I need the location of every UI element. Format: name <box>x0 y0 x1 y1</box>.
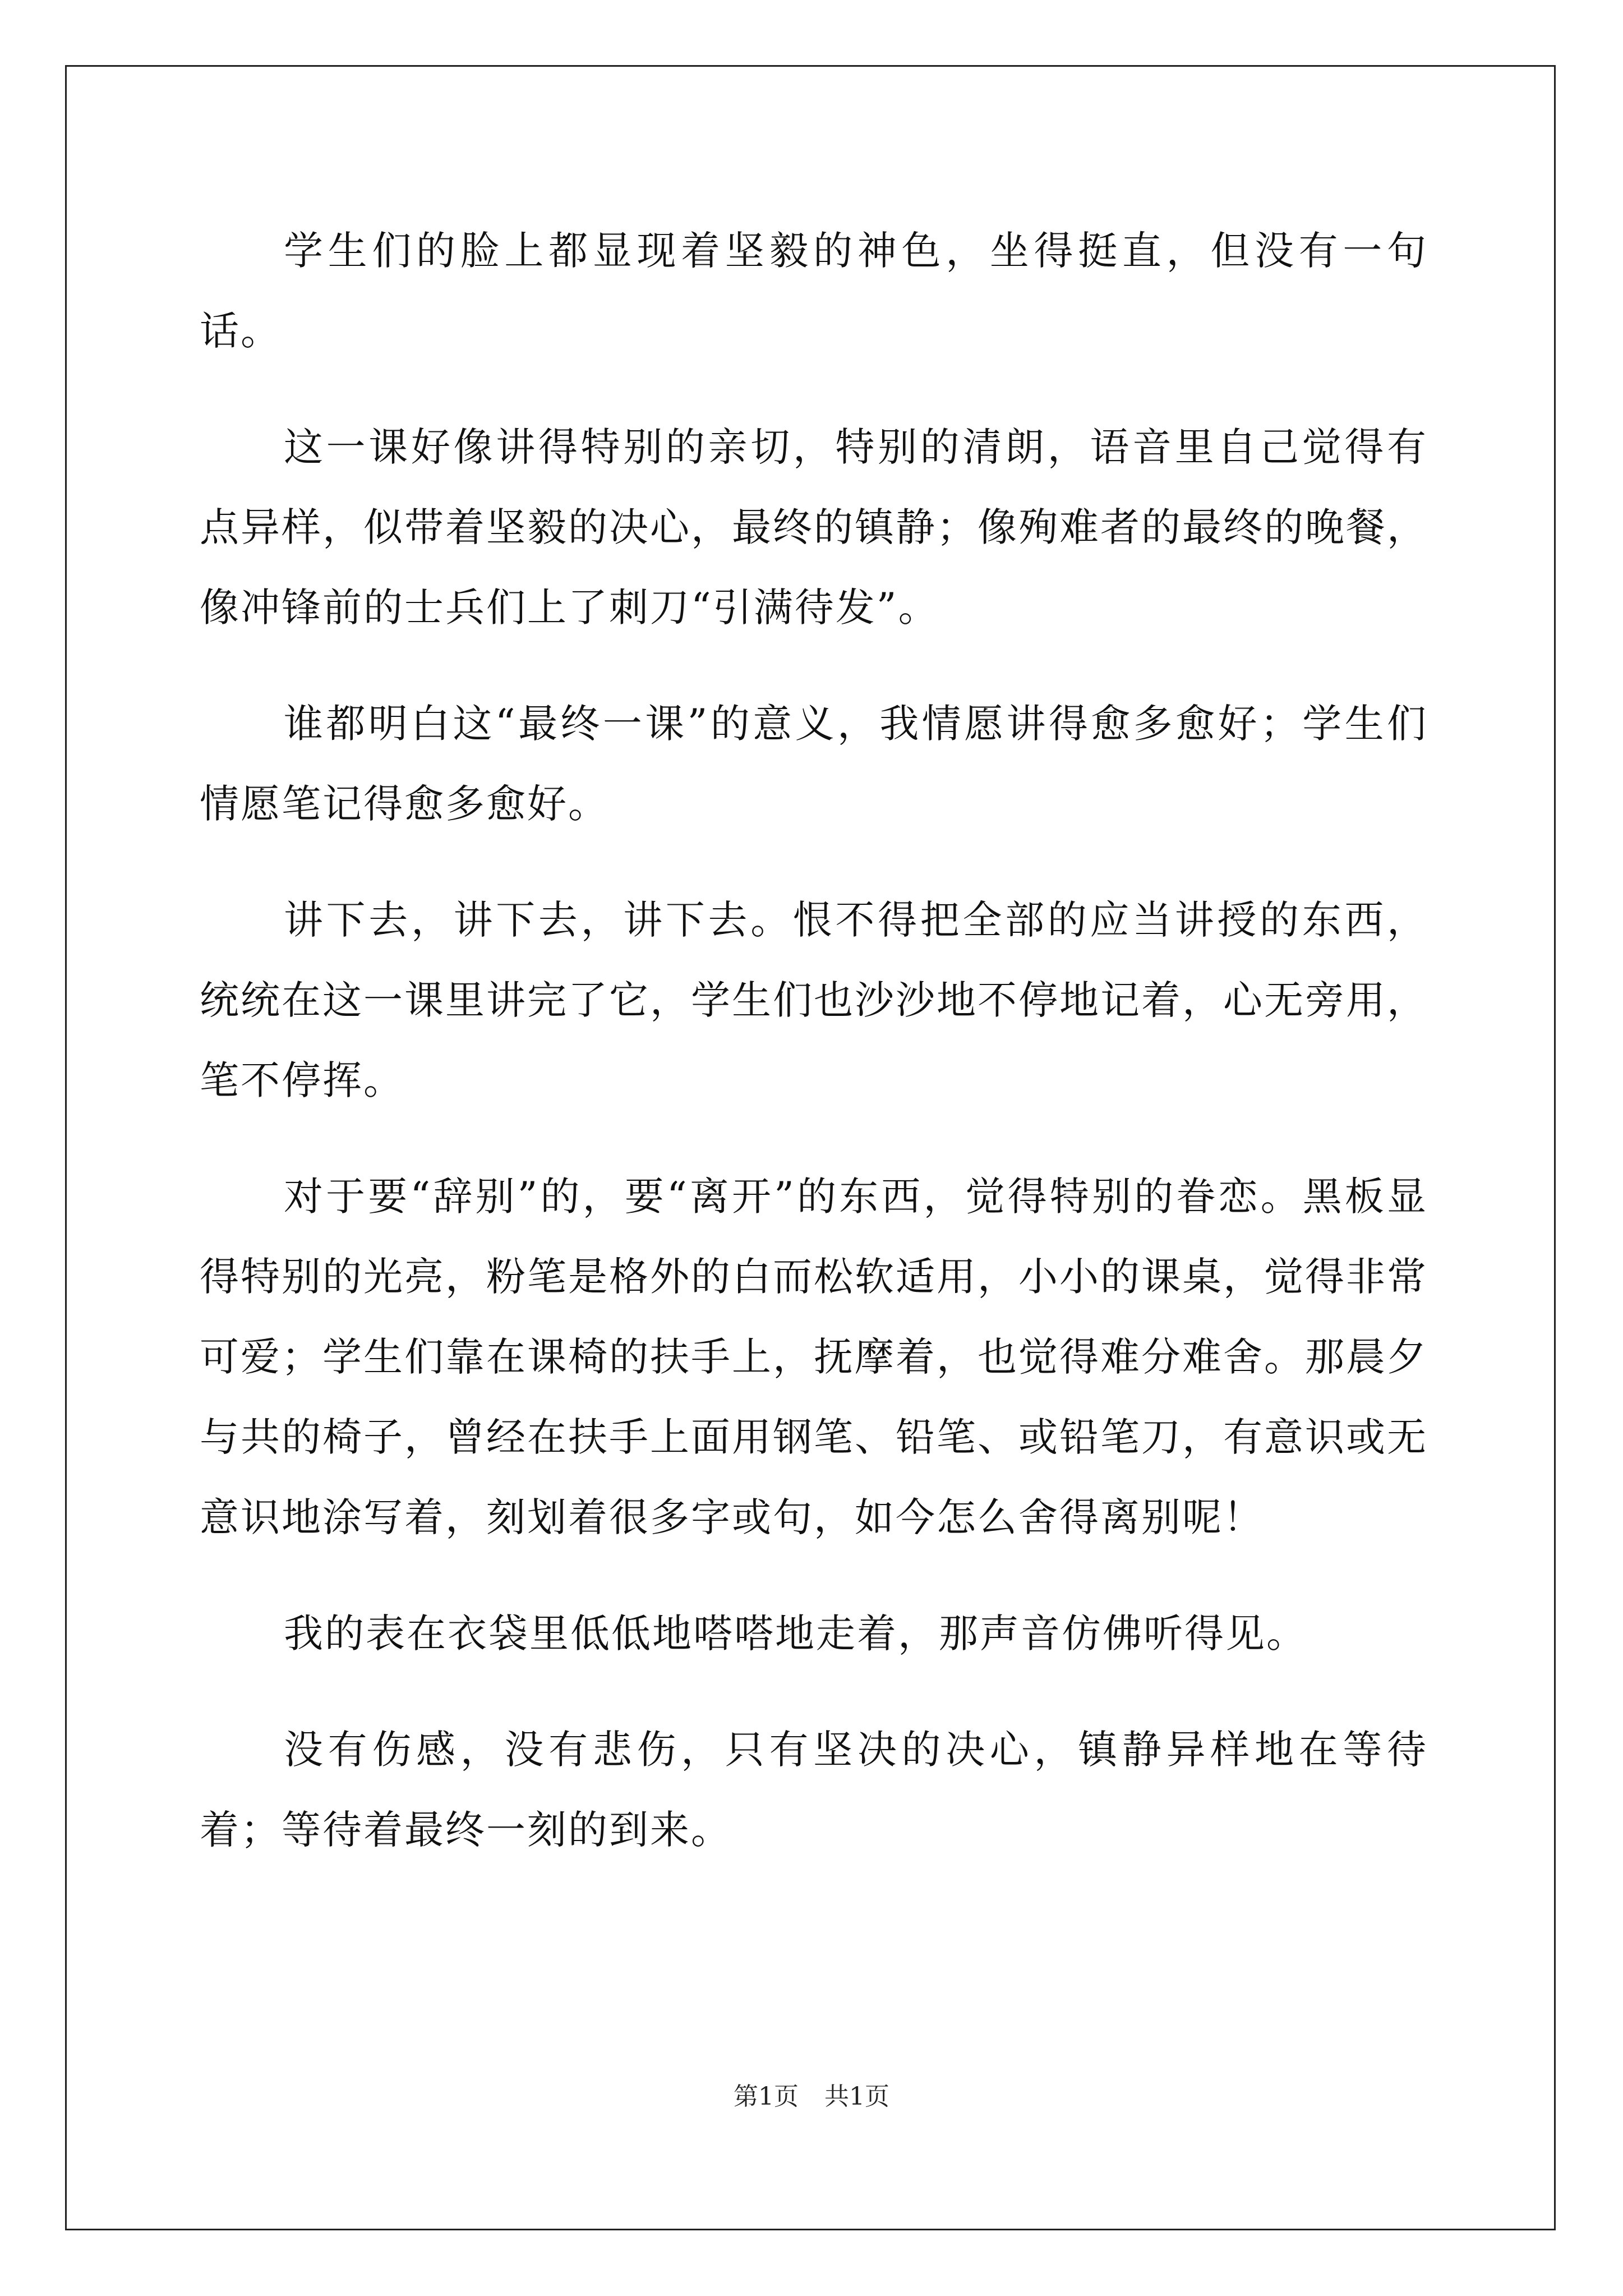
page-number-current: 第1页 <box>734 2082 799 2111</box>
document-body <box>200 211 1428 1906</box>
paragraph-3: 谁都明白这“最终一课”的意义，我情愿讲得愈多愈好；学生们情愿笔记得愈多愈好。 <box>200 701 1428 827</box>
page-footer <box>0 2080 1623 2114</box>
paragraph-7: 没有伤感，没有悲伤，只有坚决的决心，镇静异样地在等待着；等待着最终一刻的到来。 <box>200 1727 1428 1853</box>
paragraph-5: 对于要“辞别”的，要“离开”的东西，觉得特别的眷恋。黑板显得特别的光亮，粉笔是格外的白而松软适用，小小的课桌，觉得非常可爱；学生们靠在课椅的扶手上，抚摩着，也觉得难分难舍。那晨夕与共的椅子，曾经在扶手上面用钢笔、铅笔、或铅笔刀，有意识或无意识地涂写着，刻划着很多字或句，如今怎么舍得离别呢！ <box>200 1174 1428 1540</box>
paragraph-2: 这一课好像讲得特别的亲切，特别的清朗，语音里自己觉得有点异样，似带着坚毅的决心，最终的镇静；像殉难者的最终的晚餐，像冲锋前的士兵们上了刺刀“引满待发”。 <box>200 424 1428 631</box>
paragraph-1: 学生们的脸上都显现着坚毅的神色，坐得挺直，但没有一句话。 <box>200 228 1428 354</box>
page-number-total: 共1页 <box>824 2082 889 2111</box>
paragraph-6: 我的表在衣袋里低低地嗒嗒地走着，那声音仿佛听得见。 <box>284 1611 1307 1657</box>
paragraph-4: 讲下去，讲下去，讲下去。恨不得把全部的应当讲授的东西，统统在这一课里讲完了它，学生们也沙沙地不停地记着，心无旁用，笔不停挥。 <box>200 897 1428 1103</box>
